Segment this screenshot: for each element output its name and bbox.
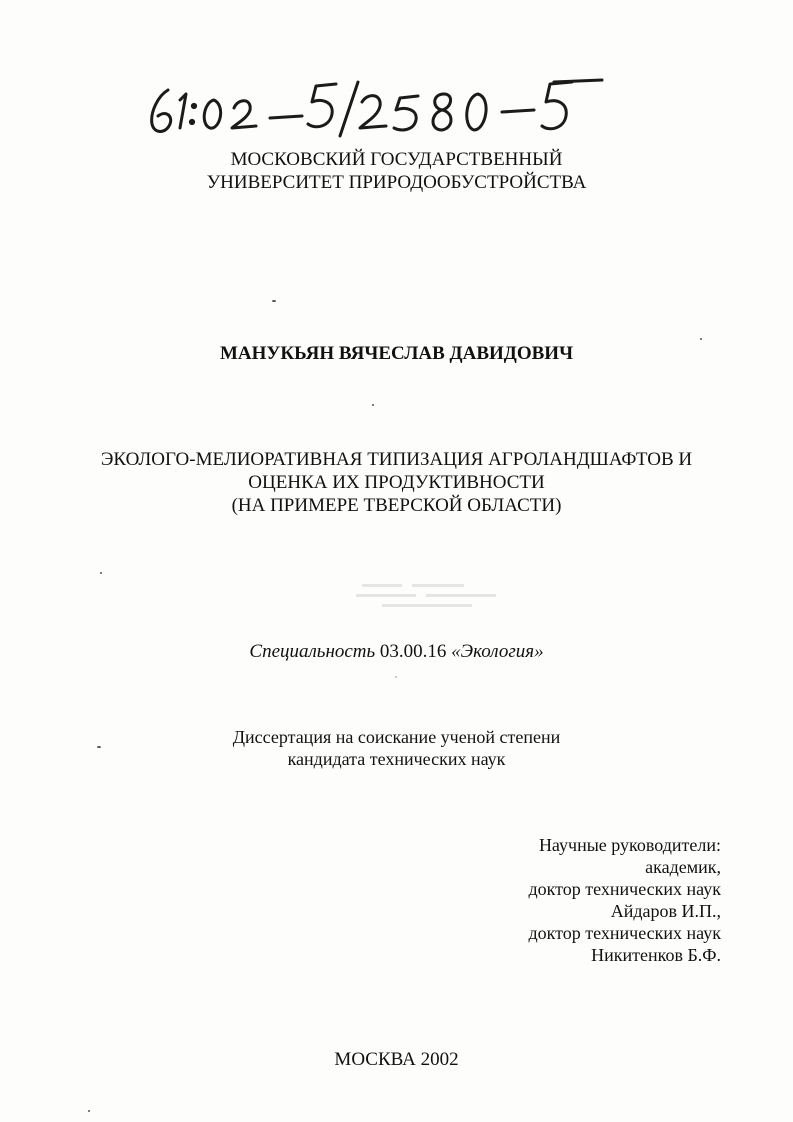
advisor-1-rank: академик, <box>645 857 721 877</box>
advisor-2-name: Никитенков Б.Ф. <box>591 945 721 965</box>
title-line-3: (НА ПРИМЕРЕ ТВЕРСКОЙ ОБЛАСТИ) <box>231 495 562 516</box>
advisors-heading: Научные руководители: <box>538 835 721 855</box>
scan-speck <box>372 404 374 406</box>
degree-statement <box>0 726 793 770</box>
scan-speck <box>700 338 702 340</box>
university-line-2: УНИВЕРСИТЕТ ПРИРОДООБУСТРОЙСТВА <box>206 172 587 193</box>
faint-stamp <box>352 580 502 614</box>
title-line-1: ЭКОЛОГО-МЕЛИОРАТИВНАЯ ТИПИЗАЦИЯ АГРОЛАНДШАФТОВ И <box>100 449 693 470</box>
scientific-advisors <box>529 834 722 966</box>
scan-speck <box>100 572 102 574</box>
scan-speck <box>395 676 397 678</box>
advisor-1-degree: доктор технических наук <box>528 879 721 899</box>
city-year <box>0 1048 793 1071</box>
specialty-name: «Экология» <box>451 641 544 662</box>
scan-speck <box>88 1110 90 1112</box>
advisor-2-degree: доктор технических наук <box>528 923 721 943</box>
dissertation-title <box>0 448 793 517</box>
specialty-label: Специальность <box>249 641 376 662</box>
title-line-2: ОЦЕНКА ИХ ПРОДУКТИВНОСТИ <box>248 472 545 493</box>
specialty-code: 03.00.16 <box>379 641 447 662</box>
year: 2002 <box>420 1049 459 1070</box>
advisor-1-name: Айдаров И.П., <box>610 901 721 921</box>
scan-speck <box>97 746 101 748</box>
scan-speck <box>272 300 276 302</box>
specialty-line <box>0 640 793 663</box>
university-line-1: МОСКОВСКИЙ ГОСУДАРСТВЕННЫЙ <box>230 149 563 170</box>
degree-line-1: Диссертация на соискание ученой степени <box>232 727 561 747</box>
handwritten-catalog-number <box>140 72 620 144</box>
university-name <box>0 148 793 194</box>
author-name: МАНУКЬЯН ВЯЧЕСЛАВ ДАВИДОВИЧ <box>219 343 574 364</box>
degree-line-2: кандидата технических наук <box>287 749 506 769</box>
city: МОСКВА <box>334 1049 416 1070</box>
